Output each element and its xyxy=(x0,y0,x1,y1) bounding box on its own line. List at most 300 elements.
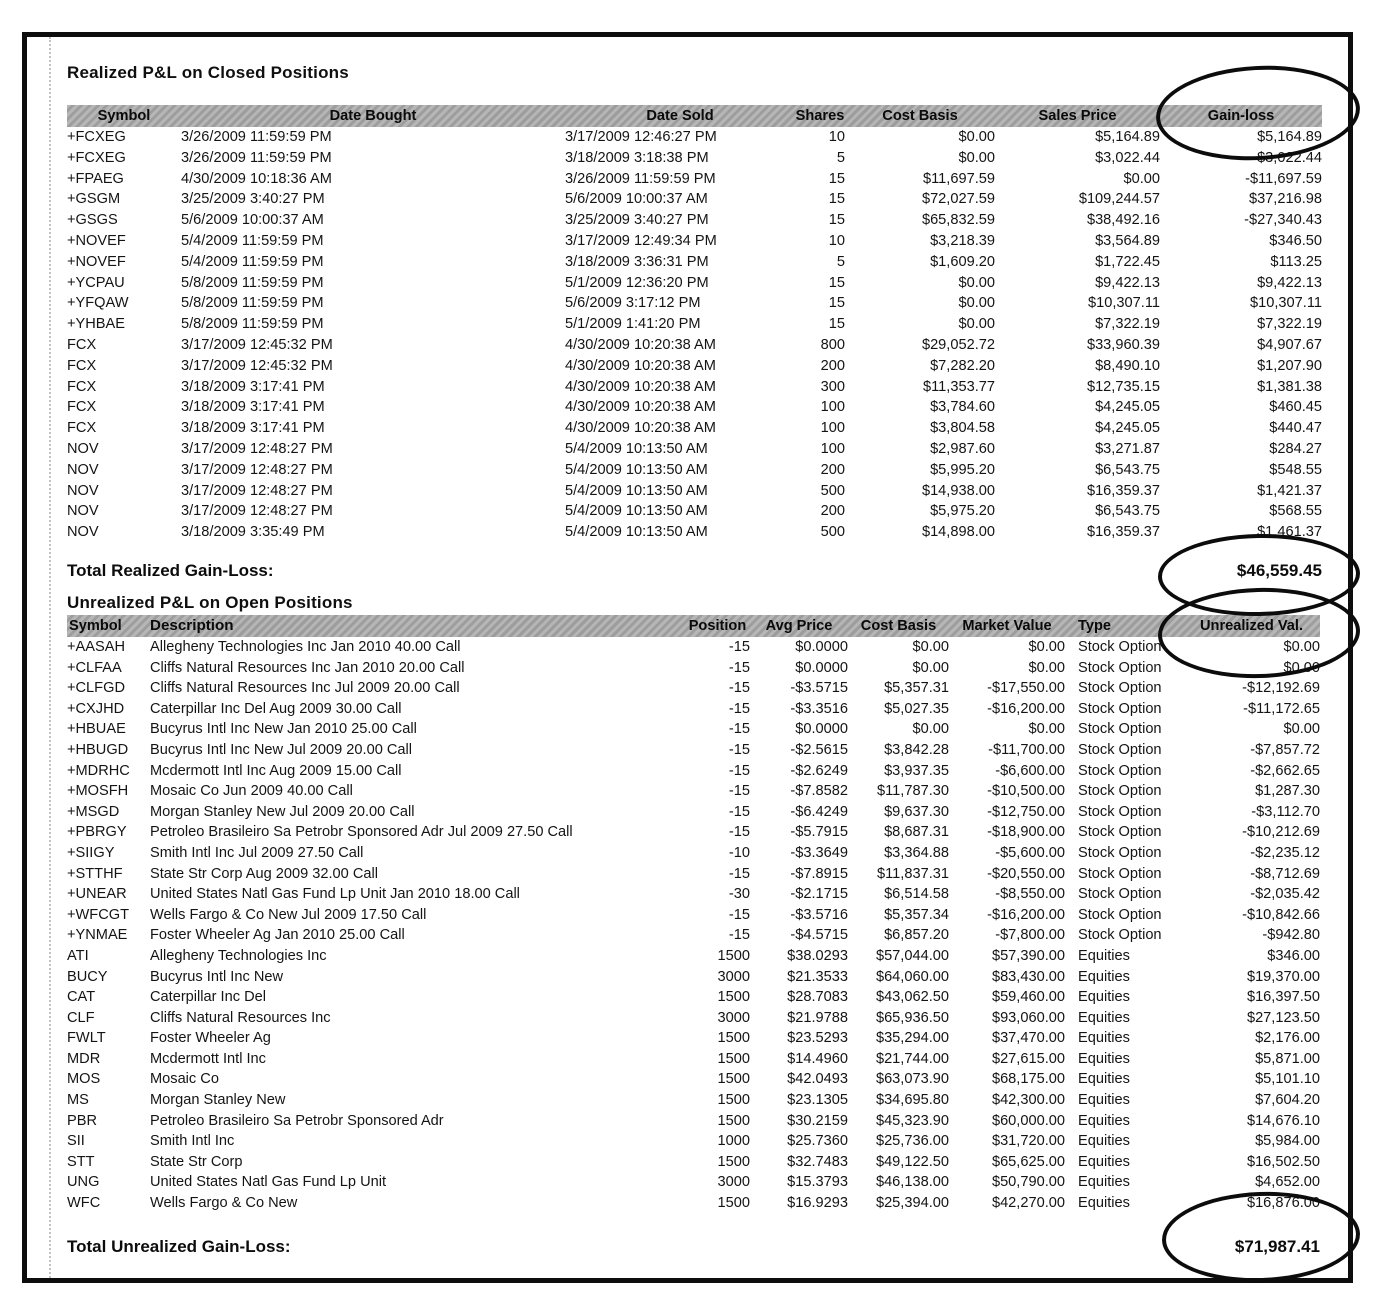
table-cell: -$11,172.65 xyxy=(1243,700,1320,717)
table-cell: -$27,340.43 xyxy=(1244,212,1322,229)
table-cell: $31,720.00 xyxy=(991,1133,1065,1150)
table-cell: $3,937.35 xyxy=(884,762,949,779)
table-cell: $7,604.20 xyxy=(1255,1092,1320,1109)
table-cell: Stock Option xyxy=(1078,721,1162,738)
table-cell: -15 xyxy=(728,927,750,944)
total-unrealized-row xyxy=(67,1237,1320,1257)
table-cell: +GSGM xyxy=(67,191,121,208)
table-cell: 3/18/2009 3:17:41 PM xyxy=(181,420,325,437)
table-cell: $0.00 xyxy=(958,129,995,146)
table-cell: -15 xyxy=(728,700,750,717)
table-cell: 3/17/2009 12:49:34 PM xyxy=(565,233,717,250)
table-cell: $38,492.16 xyxy=(1086,212,1160,229)
table-cell: $0.00 xyxy=(958,295,995,312)
table-cell: $568.55 xyxy=(1269,503,1322,520)
table-cell: 4/30/2009 10:18:36 AM xyxy=(181,170,332,187)
table-cell: -$11,697.59 xyxy=(1245,170,1322,187)
table-cell: Petroleo Brasileiro Sa Petrobr Sponsored Adr xyxy=(150,1112,444,1129)
table-cell: Equities xyxy=(1078,1195,1130,1212)
table-cell: $15.3793 xyxy=(787,1174,848,1191)
table-cell: $29,052.72 xyxy=(921,337,995,354)
column-header: Position xyxy=(688,617,747,634)
table-cell: $25,736.00 xyxy=(875,1133,949,1150)
table-cell: Cliffs Natural Resources Inc Jan 2010 20.00 Call xyxy=(150,659,465,676)
table-cell: $3,022.44 xyxy=(1257,149,1322,166)
table-cell: +CLFAA xyxy=(67,659,122,676)
table-row xyxy=(67,418,1322,439)
table-row xyxy=(67,822,1320,843)
table-cell: -$2,035.42 xyxy=(1250,886,1320,903)
table-cell: -$7,857.72 xyxy=(1250,741,1320,758)
table-cell: $6,543.75 xyxy=(1095,503,1160,520)
table-cell: Stock Option xyxy=(1078,659,1162,676)
table-row xyxy=(67,1008,1320,1029)
table-cell: 3/26/2009 11:59:59 PM xyxy=(181,149,332,166)
table-cell: -15 xyxy=(728,659,750,676)
table-row xyxy=(67,169,1322,190)
table-cell: $0.00 xyxy=(958,274,995,291)
table-cell: FCX xyxy=(67,420,97,437)
table-cell: Stock Option xyxy=(1078,700,1162,717)
total-unrealized-value: $71,987.41 xyxy=(1234,1237,1320,1256)
table-cell: $346.00 xyxy=(1267,947,1320,964)
column-header: Gain-loss xyxy=(1207,107,1275,124)
table-cell: Mosaic Co xyxy=(150,1071,219,1088)
table-row xyxy=(67,189,1322,210)
table-cell: $57,044.00 xyxy=(875,947,949,964)
table-cell: -15 xyxy=(728,639,750,655)
table-cell: -$12,750.00 xyxy=(987,803,1065,820)
table-cell: -$16,200.00 xyxy=(987,700,1065,717)
table-cell: $21.3533 xyxy=(787,968,848,985)
table-cell: $63,073.90 xyxy=(875,1071,949,1088)
table-cell: 3/26/2009 11:59:59 PM xyxy=(565,170,716,187)
table-cell: $64,060.00 xyxy=(875,968,949,985)
table-cell: 3/18/2009 3:35:49 PM xyxy=(181,524,325,541)
realized-table-body xyxy=(67,127,1322,543)
column-header: Market Value xyxy=(962,617,1052,634)
table-cell: Wells Fargo & Co New xyxy=(150,1195,298,1212)
table-cell: $3,804.58 xyxy=(930,420,995,437)
table-cell: $7,282.20 xyxy=(930,357,995,374)
table-row xyxy=(67,397,1322,418)
table-cell: +YNMAE xyxy=(67,927,128,944)
table-cell: -$7.8915 xyxy=(790,865,848,882)
table-cell: Allegheny Technologies Inc xyxy=(150,947,327,964)
table-cell: Caterpillar Inc Del Aug 2009 30.00 Call xyxy=(150,700,402,717)
table-cell: SII xyxy=(67,1133,85,1150)
table-cell: 5/4/2009 10:13:50 AM xyxy=(565,461,708,478)
table-cell: +NOVEF xyxy=(67,233,126,250)
table-cell: $5,164.89 xyxy=(1095,129,1160,146)
table-cell: 3/17/2009 12:48:27 PM xyxy=(181,503,333,520)
table-cell: $3,271.87 xyxy=(1095,441,1160,458)
table-cell: -15 xyxy=(728,680,750,697)
table-cell: $0.00 xyxy=(1028,639,1065,655)
left-margin-dotted-line xyxy=(49,37,51,1278)
table-cell: -$2,662.65 xyxy=(1250,762,1320,779)
table-cell: 3/18/2009 3:18:38 PM xyxy=(565,149,709,166)
table-cell: Equities xyxy=(1078,1133,1130,1150)
table-cell: $113.25 xyxy=(1270,253,1322,270)
table-cell: $21.9788 xyxy=(787,1009,848,1026)
table-cell: Smith Intl Inc xyxy=(150,1133,235,1150)
table-cell: 5/4/2009 11:59:59 PM xyxy=(181,253,324,270)
table-cell: 5/4/2009 11:59:59 PM xyxy=(181,233,324,250)
table-cell: FCX xyxy=(67,357,97,374)
table-cell: 3/18/2009 3:17:41 PM xyxy=(181,399,325,416)
table-cell: 15 xyxy=(828,191,845,208)
table-cell: Stock Option xyxy=(1078,680,1162,697)
table-cell: $1,609.20 xyxy=(930,253,995,270)
table-row xyxy=(67,1111,1320,1132)
table-cell: $1,287.30 xyxy=(1255,783,1320,800)
table-cell: $65,936.50 xyxy=(875,1009,949,1026)
table-cell: $16,876.00 xyxy=(1246,1195,1320,1212)
table-row xyxy=(67,501,1322,522)
table-cell: $0.00 xyxy=(912,659,949,676)
table-cell: $8,687.31 xyxy=(884,824,949,841)
table-cell: 3/17/2009 12:45:32 PM xyxy=(181,357,333,374)
table-cell: Stock Option xyxy=(1078,844,1162,861)
table-cell: +CLFGD xyxy=(67,680,125,697)
table-row xyxy=(67,210,1322,231)
table-cell: $37,216.98 xyxy=(1248,191,1322,208)
table-cell: $0.00 xyxy=(1283,721,1320,738)
column-header: Description xyxy=(150,617,234,635)
table-cell: Cliffs Natural Resources Inc Jul 2009 20.00 Call xyxy=(150,680,460,697)
table-cell: +FPAEG xyxy=(67,170,124,187)
table-cell: $42,270.00 xyxy=(991,1195,1065,1212)
table-cell: -$7,800.00 xyxy=(995,927,1065,944)
table-cell: -$7.8582 xyxy=(790,783,848,800)
table-cell: -15 xyxy=(728,865,750,882)
table-cell: $16,359.37 xyxy=(1086,482,1160,499)
table-cell: -$10,500.00 xyxy=(987,783,1065,800)
table-cell: $14,938.00 xyxy=(921,482,995,499)
table-row xyxy=(67,522,1322,543)
table-cell: UNG xyxy=(67,1174,100,1191)
table-cell: $25.7360 xyxy=(787,1133,848,1150)
table-cell: $11,787.30 xyxy=(877,783,949,800)
table-cell: -$6,600.00 xyxy=(995,762,1065,779)
table-cell: STT xyxy=(67,1153,95,1170)
table-cell: $9,637.30 xyxy=(884,803,949,820)
table-cell: $8,490.10 xyxy=(1095,357,1160,374)
table-cell: 5/4/2009 10:13:50 AM xyxy=(565,441,708,458)
table-cell: $23.5293 xyxy=(787,1030,848,1047)
table-cell: $35,294.00 xyxy=(875,1030,949,1047)
table-cell: State Str Corp xyxy=(150,1153,243,1170)
table-cell: Mcdermott Intl Inc xyxy=(150,1050,266,1067)
table-cell: $0.00 xyxy=(958,316,995,333)
table-cell: -15 xyxy=(728,824,750,841)
table-cell: $16.9293 xyxy=(787,1195,848,1212)
table-cell: -$20,550.00 xyxy=(987,865,1065,882)
table-cell: Equities xyxy=(1078,1153,1130,1170)
table-cell: $34,695.80 xyxy=(875,1092,949,1109)
table-cell: $72,027.59 xyxy=(921,191,995,208)
table-cell: $3,842.28 xyxy=(884,741,949,758)
column-header: Avg Price xyxy=(765,617,833,634)
table-cell: $5,984.00 xyxy=(1255,1133,1320,1150)
column-header: Date Bought xyxy=(329,107,417,124)
table-cell: $14,898.00 xyxy=(921,524,995,541)
table-cell: $2,987.60 xyxy=(930,441,995,458)
table-cell: 3000 xyxy=(717,968,750,985)
table-cell: $11,837.31 xyxy=(877,865,949,882)
table-cell: Smith Intl Inc Jul 2009 27.50 Call xyxy=(150,844,364,861)
table-cell: +HBUGD xyxy=(67,741,129,758)
table-row xyxy=(67,843,1320,864)
table-cell: 5/6/2009 3:17:12 PM xyxy=(565,295,701,312)
table-cell: -$6.4249 xyxy=(790,803,848,820)
table-cell: $109,244.57 xyxy=(1078,191,1160,208)
table-cell: 5 xyxy=(836,149,845,166)
table-cell: $4,907.67 xyxy=(1257,337,1322,354)
table-cell: -$16,200.00 xyxy=(987,906,1065,923)
total-realized-label: Total Realized Gain-Loss: xyxy=(67,561,274,580)
column-header: Symbol xyxy=(97,107,151,124)
table-cell: FCX xyxy=(67,399,97,416)
table-cell: -15 xyxy=(728,741,750,758)
table-cell: +FCXEG xyxy=(67,149,126,166)
table-cell: CLF xyxy=(67,1009,95,1026)
table-cell: 1500 xyxy=(717,1030,750,1047)
table-row xyxy=(67,761,1320,782)
table-row xyxy=(67,1131,1320,1152)
table-cell: PBR xyxy=(67,1112,98,1129)
table-row xyxy=(67,1152,1320,1173)
table-cell: $0.00 xyxy=(912,639,949,655)
table-cell: 5/8/2009 11:59:59 PM xyxy=(181,295,324,312)
table-cell: -$942.80 xyxy=(1262,927,1320,944)
table-cell: 100 xyxy=(820,441,845,458)
table-cell: 5/8/2009 11:59:59 PM xyxy=(181,274,324,291)
column-header: Shares xyxy=(795,107,845,124)
table-cell: NOV xyxy=(67,482,99,499)
table-cell: +HBUAE xyxy=(67,721,126,738)
table-cell: $10,307.11 xyxy=(1250,295,1322,312)
table-cell: Stock Option xyxy=(1078,741,1162,758)
table-cell: $5,995.20 xyxy=(930,461,995,478)
table-cell: $11,697.59 xyxy=(923,170,995,187)
unrealized-table-body xyxy=(67,637,1320,1214)
table-cell: $21,744.00 xyxy=(875,1050,949,1067)
table-cell: $0.00 xyxy=(1123,170,1160,187)
table-cell: -15 xyxy=(728,721,750,738)
table-cell: Caterpillar Inc Del xyxy=(150,989,266,1006)
unrealized-section-title: Unrealized P&L on Open Positions xyxy=(67,593,353,612)
table-cell: $16,397.50 xyxy=(1246,989,1320,1006)
table-cell: $0.00 xyxy=(1283,639,1320,655)
table-cell: United States Natl Gas Fund Lp Unit xyxy=(150,1174,387,1191)
table-cell: 15 xyxy=(828,316,845,333)
table-cell: +FCXEG xyxy=(67,129,126,146)
table-cell: $28.7083 xyxy=(787,989,848,1006)
table-cell: Stock Option xyxy=(1078,906,1162,923)
column-header: Symbol xyxy=(69,617,122,634)
table-cell: 10 xyxy=(828,129,845,146)
table-cell: $16,502.50 xyxy=(1246,1153,1320,1170)
realized-table-header-row xyxy=(67,105,1322,127)
table-row xyxy=(67,719,1320,740)
table-cell: 15 xyxy=(828,212,845,229)
table-cell: +SIIGY xyxy=(67,844,115,861)
table-row xyxy=(67,377,1322,398)
table-cell: 4/30/2009 10:20:38 AM xyxy=(565,357,716,374)
table-cell: MS xyxy=(67,1092,89,1109)
table-cell: Morgan Stanley New Jul 2009 20.00 Call xyxy=(150,803,415,820)
table-row xyxy=(67,658,1320,679)
table-cell: Equities xyxy=(1078,1071,1130,1088)
table-cell: Mcdermott Intl Inc Aug 2009 15.00 Call xyxy=(150,762,402,779)
table-cell: 100 xyxy=(820,399,845,416)
table-cell: 5/1/2009 12:36:20 PM xyxy=(565,274,709,291)
table-cell: ATI xyxy=(67,947,89,964)
table-cell: $50,790.00 xyxy=(991,1174,1065,1191)
table-cell: +YHBAE xyxy=(67,316,125,333)
table-cell: $5,101.10 xyxy=(1255,1071,1320,1088)
table-cell: MOS xyxy=(67,1071,101,1088)
table-cell: +MOSFH xyxy=(67,783,129,800)
table-cell: Equities xyxy=(1078,1030,1130,1047)
table-row xyxy=(67,637,1320,658)
table-cell: $83,430.00 xyxy=(991,968,1065,985)
table-cell: FCX xyxy=(67,337,97,354)
table-cell: +MSGD xyxy=(67,803,120,820)
table-cell: -15 xyxy=(728,906,750,923)
table-row xyxy=(67,252,1322,273)
table-cell: 10 xyxy=(828,233,845,250)
table-cell: -$12,192.69 xyxy=(1242,680,1320,697)
column-header: Date Sold xyxy=(646,107,714,124)
table-cell: $7,322.19 xyxy=(1095,316,1160,333)
table-cell: 200 xyxy=(820,503,845,520)
table-cell: +PBRGY xyxy=(67,824,127,841)
table-cell: $33,960.39 xyxy=(1086,337,1160,354)
table-cell: Bucyrus Intl Inc New Jan 2010 25.00 Call xyxy=(150,721,417,738)
table-cell: -30 xyxy=(728,886,750,903)
table-cell: -$3.5715 xyxy=(790,680,848,697)
table-cell: $1,421.37 xyxy=(1257,482,1322,499)
column-header: Cost Basis xyxy=(860,617,937,634)
table-cell: -$8,550.00 xyxy=(995,886,1065,903)
table-cell: $440.47 xyxy=(1269,420,1322,437)
table-cell: $3,564.89 xyxy=(1095,233,1160,250)
total-unrealized-label: Total Unrealized Gain-Loss: xyxy=(67,1237,291,1256)
table-cell: 1500 xyxy=(717,1092,750,1109)
table-cell: $0.00 xyxy=(958,149,995,166)
table-cell: Equities xyxy=(1078,1009,1130,1026)
table-cell: +NOVEF xyxy=(67,253,126,270)
table-cell: 5/8/2009 11:59:59 PM xyxy=(181,316,324,333)
table-cell: -$2.1715 xyxy=(790,886,848,903)
table-row xyxy=(67,905,1320,926)
table-row xyxy=(67,481,1322,502)
table-row xyxy=(67,127,1322,148)
table-cell: $1,722.45 xyxy=(1095,253,1160,270)
table-cell: -$18,900.00 xyxy=(987,824,1065,841)
table-cell: 5/4/2009 10:13:50 AM xyxy=(565,482,708,499)
table-cell: $27,615.00 xyxy=(991,1050,1065,1067)
table-cell: +STTHF xyxy=(67,865,123,882)
table-cell: $0.00 xyxy=(1028,721,1065,738)
table-cell: Bucyrus Intl Inc New Jul 2009 20.00 Call xyxy=(150,741,413,758)
table-cell: 3/17/2009 12:45:32 PM xyxy=(181,337,333,354)
table-cell: $1,381.38 xyxy=(1257,378,1322,395)
table-cell: -$3.5716 xyxy=(790,906,848,923)
table-cell: $12,735.15 xyxy=(1086,378,1160,395)
table-cell: $14,676.10 xyxy=(1246,1112,1320,1129)
table-cell: Equities xyxy=(1078,1174,1130,1191)
table-cell: -15 xyxy=(728,762,750,779)
table-cell: $7,322.19 xyxy=(1257,316,1322,333)
table-cell: 15 xyxy=(828,295,845,312)
table-cell: $6,543.75 xyxy=(1095,461,1160,478)
table-cell: -$2,235.12 xyxy=(1250,844,1320,861)
page-border-frame xyxy=(22,32,1353,1283)
table-cell: 3000 xyxy=(717,1009,750,1026)
table-cell: Morgan Stanley New xyxy=(150,1092,286,1109)
table-row xyxy=(67,293,1322,314)
table-cell: NOV xyxy=(67,524,99,541)
table-cell: +YCPAU xyxy=(67,274,125,291)
table-cell: $4,652.00 xyxy=(1255,1174,1320,1191)
table-cell: +WFCGT xyxy=(67,906,130,923)
table-row xyxy=(67,335,1322,356)
column-header: Unrealized Val. xyxy=(1199,617,1303,634)
table-cell: +GSGS xyxy=(67,212,118,229)
table-row xyxy=(67,1172,1320,1193)
table-row xyxy=(67,678,1320,699)
table-cell: WFC xyxy=(67,1195,101,1212)
table-cell: $3,364.88 xyxy=(884,844,949,861)
table-cell: 5/1/2009 1:41:20 PM xyxy=(565,316,701,333)
table-cell: Bucyrus Intl Inc New xyxy=(150,968,284,985)
table-cell: $346.50 xyxy=(1269,233,1322,250)
table-cell: -$2.5615 xyxy=(790,741,848,758)
table-cell: $68,175.00 xyxy=(991,1071,1065,1088)
table-cell: 1500 xyxy=(717,989,750,1006)
table-cell: -$8,712.69 xyxy=(1250,865,1320,882)
table-cell: $0.0000 xyxy=(795,659,848,676)
table-cell: $284.27 xyxy=(1269,441,1322,458)
table-row xyxy=(67,864,1320,885)
table-cell: $1,461.37 xyxy=(1257,524,1322,541)
table-cell: +YFQAW xyxy=(67,295,129,312)
table-cell: United States Natl Gas Fund Lp Unit Jan 2010 18.00 Call xyxy=(150,886,520,903)
table-cell: 4/30/2009 10:20:38 AM xyxy=(565,337,716,354)
table-cell: $32.7483 xyxy=(787,1153,848,1170)
table-cell: Equities xyxy=(1078,1092,1130,1109)
table-cell: $38.0293 xyxy=(787,947,848,964)
table-cell: FWLT xyxy=(67,1030,106,1047)
table-cell: 3/17/2009 12:48:27 PM xyxy=(181,441,333,458)
table-row xyxy=(67,946,1320,967)
table-cell: Equities xyxy=(1078,968,1130,985)
table-cell: $23.1305 xyxy=(787,1092,848,1109)
table-row xyxy=(67,1069,1320,1090)
table-cell: $16,359.37 xyxy=(1086,524,1160,541)
table-cell: Stock Option xyxy=(1078,783,1162,800)
table-cell: 3/25/2009 3:40:27 PM xyxy=(565,212,709,229)
table-row xyxy=(67,356,1322,377)
table-cell: $42.0493 xyxy=(787,1071,848,1088)
table-cell: 3/18/2009 3:36:31 PM xyxy=(565,253,709,270)
table-cell: +CXJHD xyxy=(67,700,125,717)
table-cell: -$10,212.69 xyxy=(1242,824,1320,841)
